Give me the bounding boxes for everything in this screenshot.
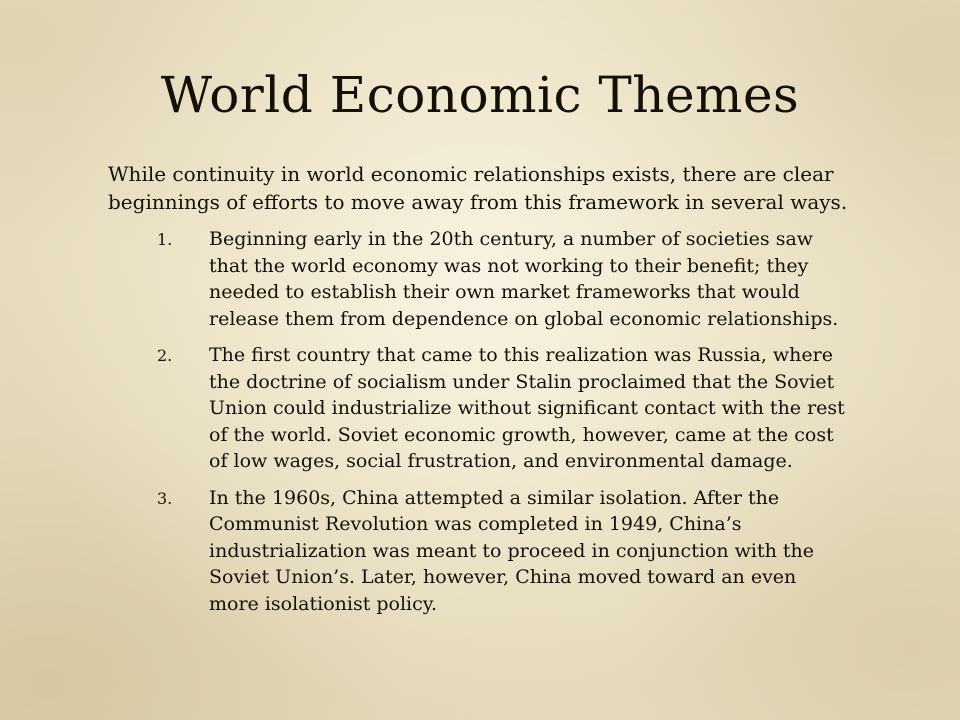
numbered-list bbox=[157, 226, 877, 627]
list-number: 2. bbox=[157, 346, 173, 365]
list-item bbox=[157, 485, 877, 618]
slide-title: World Economic Themes bbox=[160, 66, 800, 124]
list-item-text: The first country that came to this realization was Russia, where the doctrine of socialism under Stalin proclaimed that the Soviet Union could industrialize without significant contact with the rest of the world. Soviet economic growth, however, came at the cost of low wages, social frustration, and environmental damage. bbox=[209, 344, 845, 472]
list-item bbox=[157, 226, 877, 332]
list-item-text: Beginning early in the 20th century, a number of societies saw that the world economy was not working to their benefit; they needed to establish their own market frameworks that would release them from dependence on global economic relationships. bbox=[209, 228, 839, 330]
list-item bbox=[157, 342, 877, 475]
list-number: 3. bbox=[157, 488, 173, 508]
list-number: 1. bbox=[157, 230, 173, 249]
intro-paragraph: While continuity in world economic relationships exists, there are clear beginnings of efforts to move away from this framework in several ways. bbox=[108, 162, 848, 214]
list-item-text: In the 1960s, China attempted a similar isolation. After the Communist Revolution was completed in 1949, China’s industrialization was meant to proceed in conjunction with the Soviet Union’s. Later, however, China moved toward an even more isolationist policy. bbox=[209, 486, 814, 615]
